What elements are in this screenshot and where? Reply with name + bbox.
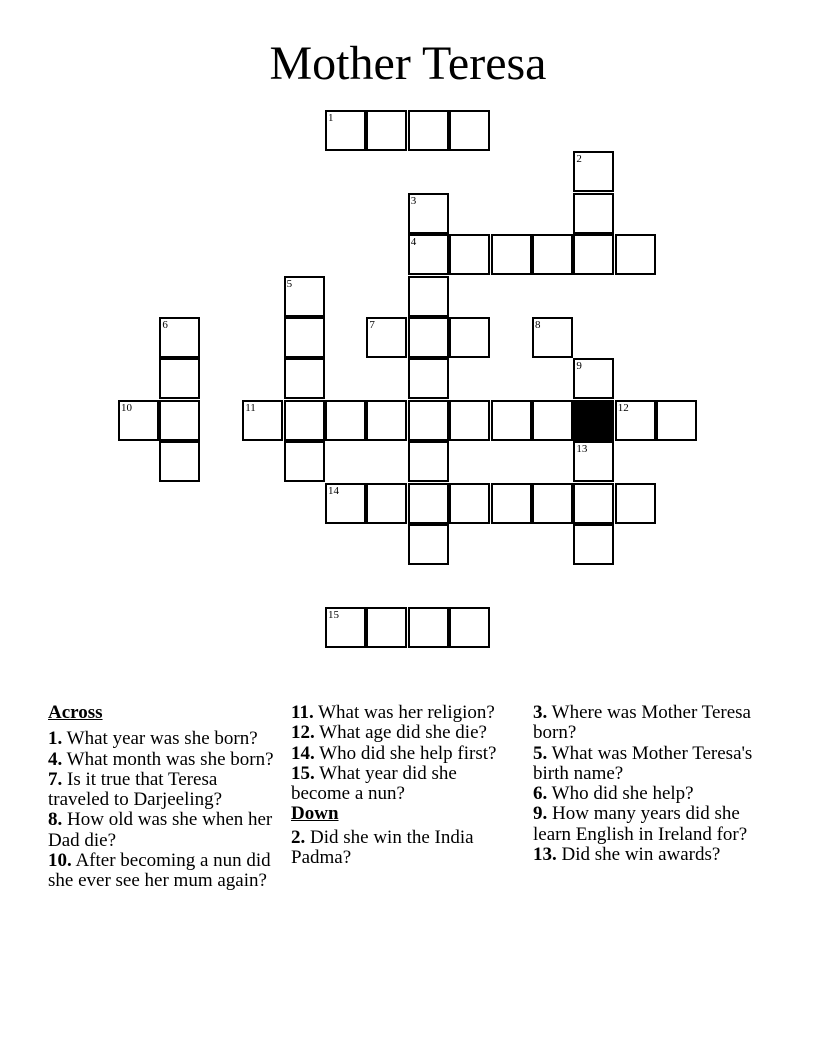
grid-cell[interactable] [573, 483, 614, 524]
cell-number: 10 [121, 401, 132, 414]
grid-cell-blocked [573, 400, 614, 441]
grid-cell[interactable] [284, 358, 325, 399]
grid-cell[interactable] [449, 607, 490, 648]
grid-cell[interactable] [573, 234, 614, 275]
grid-cell[interactable] [449, 317, 490, 358]
grid-cell[interactable] [284, 441, 325, 482]
grid-cell[interactable] [532, 483, 573, 524]
grid-cell[interactable] [366, 400, 407, 441]
cell-number: 6 [162, 319, 168, 331]
grid-cell[interactable] [449, 400, 490, 441]
cell-number: 4 [410, 236, 417, 249]
cell-number: 15 [328, 608, 339, 621]
cell-number: 7 [369, 319, 375, 331]
grid-cell[interactable] [449, 234, 490, 275]
grid-cell[interactable] [366, 483, 407, 524]
down-heading: Down [291, 803, 339, 825]
grid-cell[interactable] [325, 400, 366, 441]
grid-cell[interactable] [449, 110, 490, 151]
cell-number: 5 [286, 277, 293, 290]
grid-cell[interactable] [284, 400, 325, 441]
clue-across-11: 11. What was her religion? [291, 702, 495, 723]
grid-cell[interactable] [656, 400, 697, 441]
grid-cell[interactable] [408, 483, 449, 524]
clue-across-1: 1. What year was she born? [48, 728, 258, 750]
grid-cell[interactable] [491, 234, 532, 275]
clue-down-5: 5. What was Mother Teresa's birth name? [533, 742, 753, 784]
grid-cell[interactable] [408, 317, 449, 358]
grid-cell[interactable] [491, 400, 532, 441]
grid-cell[interactable] [449, 483, 490, 524]
cell-number: 1 [328, 112, 334, 124]
grid-cell[interactable] [408, 110, 449, 151]
clue-down-13: 13. Did she win awards? [533, 844, 721, 866]
grid-cell[interactable] [408, 607, 449, 648]
clue-across-14: 14. Who did she help first? [291, 742, 497, 764]
grid-cell[interactable] [408, 524, 449, 565]
cell-number: 13 [576, 443, 588, 456]
clue-across-7: 7. Is it true that Teresa traveled to Darjeeling? [48, 768, 223, 811]
cell-number: 9 [576, 360, 582, 373]
grid-cell[interactable] [491, 483, 532, 524]
grid-cell[interactable] [408, 441, 449, 482]
grid-cell[interactable] [532, 234, 573, 275]
clue-down-9: 9. How many years did she learn English in Ireland for? [533, 803, 748, 845]
grid-cell[interactable] [159, 358, 200, 399]
page-title: Mother Teresa [269, 37, 547, 90]
clue-across-10: 10. After becoming a nun did she ever see her mum again? [48, 850, 271, 892]
clue-down-2: 2. Did she win the India Padma? [291, 826, 474, 869]
clue-across-8: 8. How old was she when her Dad die? [48, 809, 273, 851]
grid-cell[interactable] [408, 400, 449, 441]
cell-number: 3 [410, 194, 417, 207]
clue-column-3 [533, 703, 761, 865]
grid-cell[interactable] [532, 400, 573, 441]
cell-number: 2 [576, 153, 582, 166]
grid-cell[interactable] [573, 193, 614, 234]
cell-number: 12 [617, 401, 629, 414]
cell-number: 14 [328, 484, 339, 497]
clue-across-4: 4. What month was she born? [48, 748, 274, 770]
clue-column-1 [48, 703, 276, 892]
clue-across-12: 12. What age did she die? [291, 722, 487, 744]
cell-number: 11 [245, 401, 256, 414]
grid-cell[interactable] [408, 276, 449, 317]
grid-cell[interactable] [159, 441, 200, 482]
clue-across-15: 15. What year did she become a nun? [291, 762, 457, 805]
grid-cell[interactable] [366, 110, 407, 151]
grid-cell[interactable] [159, 400, 200, 441]
grid-cell[interactable] [573, 524, 614, 565]
grid-cell[interactable] [284, 317, 325, 358]
clue-down-3: 3. Where was Mother Teresa born? [533, 702, 751, 744]
clue-down-6: 6. Who did she help? [533, 783, 694, 805]
grid-cell[interactable] [366, 607, 407, 648]
grid-cell[interactable] [615, 234, 656, 275]
grid-cell[interactable] [615, 483, 656, 524]
across-heading: Across [48, 702, 103, 723]
cell-number: 8 [535, 319, 541, 331]
clue-column-2 [291, 703, 519, 868]
grid-cell[interactable] [408, 358, 449, 399]
